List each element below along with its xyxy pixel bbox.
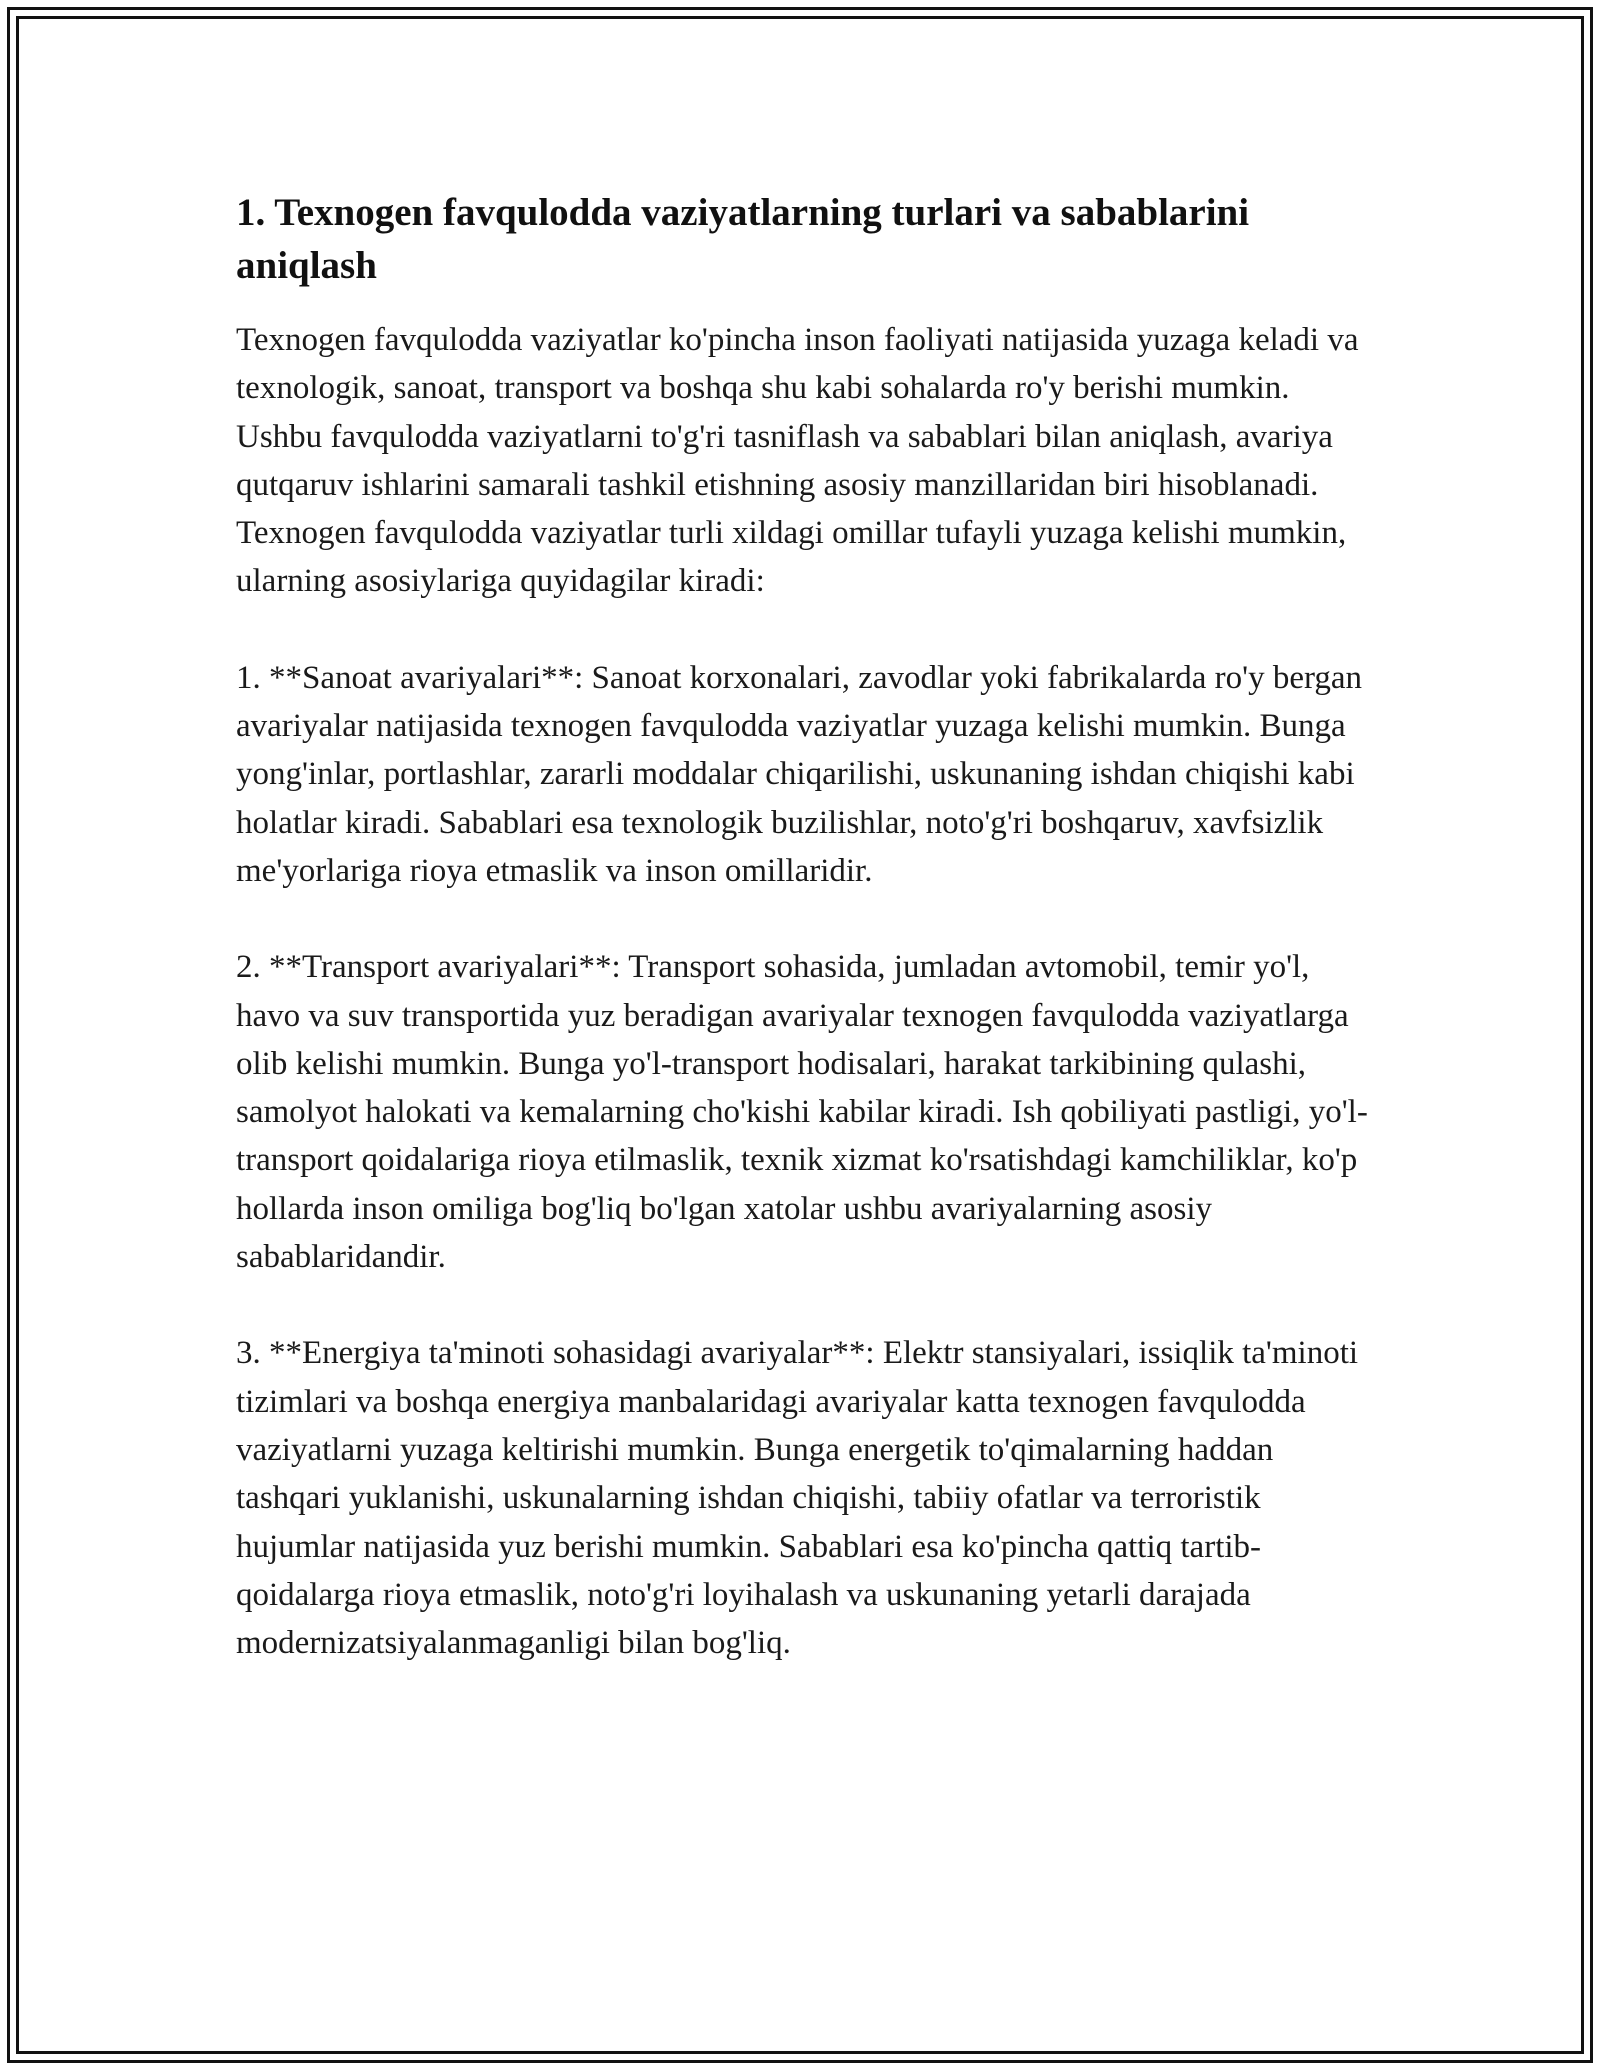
document-body xyxy=(236,186,1376,1715)
paragraph-transport-accidents: 2. **Transport avariyalari**: Transport sohasida, jumladan avtomobil, temir yo'l, havo va suv transportida yuz beradigan avariyalar texnogen favqulodda vaziyatlarga olib kelishi mumkin. Bunga yo'l-transport hodisalari, harakat tarkibining qulashi, samolyot halokati va kemalarning cho'kishi kabilar kiradi. Ish qobiliyati pastligi, yo'l-transport qoidalariga rioya etilmaslik, texnik xizmat ko'rsatishdagi kamchiliklar, ko'p hollarda inson omiliga bog'liq bo'lgan xatolar ushbu avariyalarning asosiy sabablaridandir. xyxy=(236,949,1368,1276)
paragraph-energy-accidents: 3. **Energiya ta'minoti sohasidagi avariyalar**: Elektr stansiyalari, issiqlik ta'minoti tizimlari va boshqa energiya manbalaridagi avariyalar katta texnogen favqulodda vaziyatlarni yuzaga keltirishi mumkin. Bunga energetik to'qimalarning haddan tashqari yuklanishi, uskunalarning ishdan chiqishi, tabiiy ofatlar va terroristik hujumlar natijasida yuz berishi mumkin. Sabablari esa ko'pincha qattiq tartib-qoidalarga rioya etmaslik, noto'g'ri loyihalash va uskunaning yetarli darajada modernizatsiyalanmaganligi bilan bog'liq. xyxy=(236,1335,1359,1662)
intro-paragraph: Texnogen favqulodda vaziyatlar ko'pincha inson faoliyati natijasida yuzaga keladi va texnologik, sanoat, transport va boshqa shu kabi sohalarda ro'y berishi mumkin. Ushbu favqulodda vaziyatlarni to'g'ri tasniflash va sabablari bilan aniqlash, avariya qutqaruv ishlarini samarali tashkil etishning asosiy manzillaridan biri hisoblanadi. Texnogen favqulodda vaziyatlar turli xildagi omillar tufayli yuzaga kelishi mumkin, ularning asosiylariga quyidagilar kiradi: xyxy=(236,322,1359,600)
paragraph-industrial-accidents: 1. **Sanoat avariyalari**: Sanoat korxonalari, zavodlar yoki fabrikalarda ro'y bergan avariyalar natijasida texnogen favqulodda vaziyatlar yuzaga kelishi mumkin. Bunga yong'inlar, portlashlar, zararli moddalar chiqarilishi, uskunaning ishdan chiqishi kabi holatlar kiradi. Sabablari esa texnologik buzilishlar, noto'g'ri boshqaruv, xavfsizlik me'yorlariga rioya etmaslik va inson omillaridir. xyxy=(236,659,1363,889)
document-title: 1. Texnogen favqulodda vaziyatlarning turlari va sabablarini aniqlash xyxy=(236,191,1250,287)
